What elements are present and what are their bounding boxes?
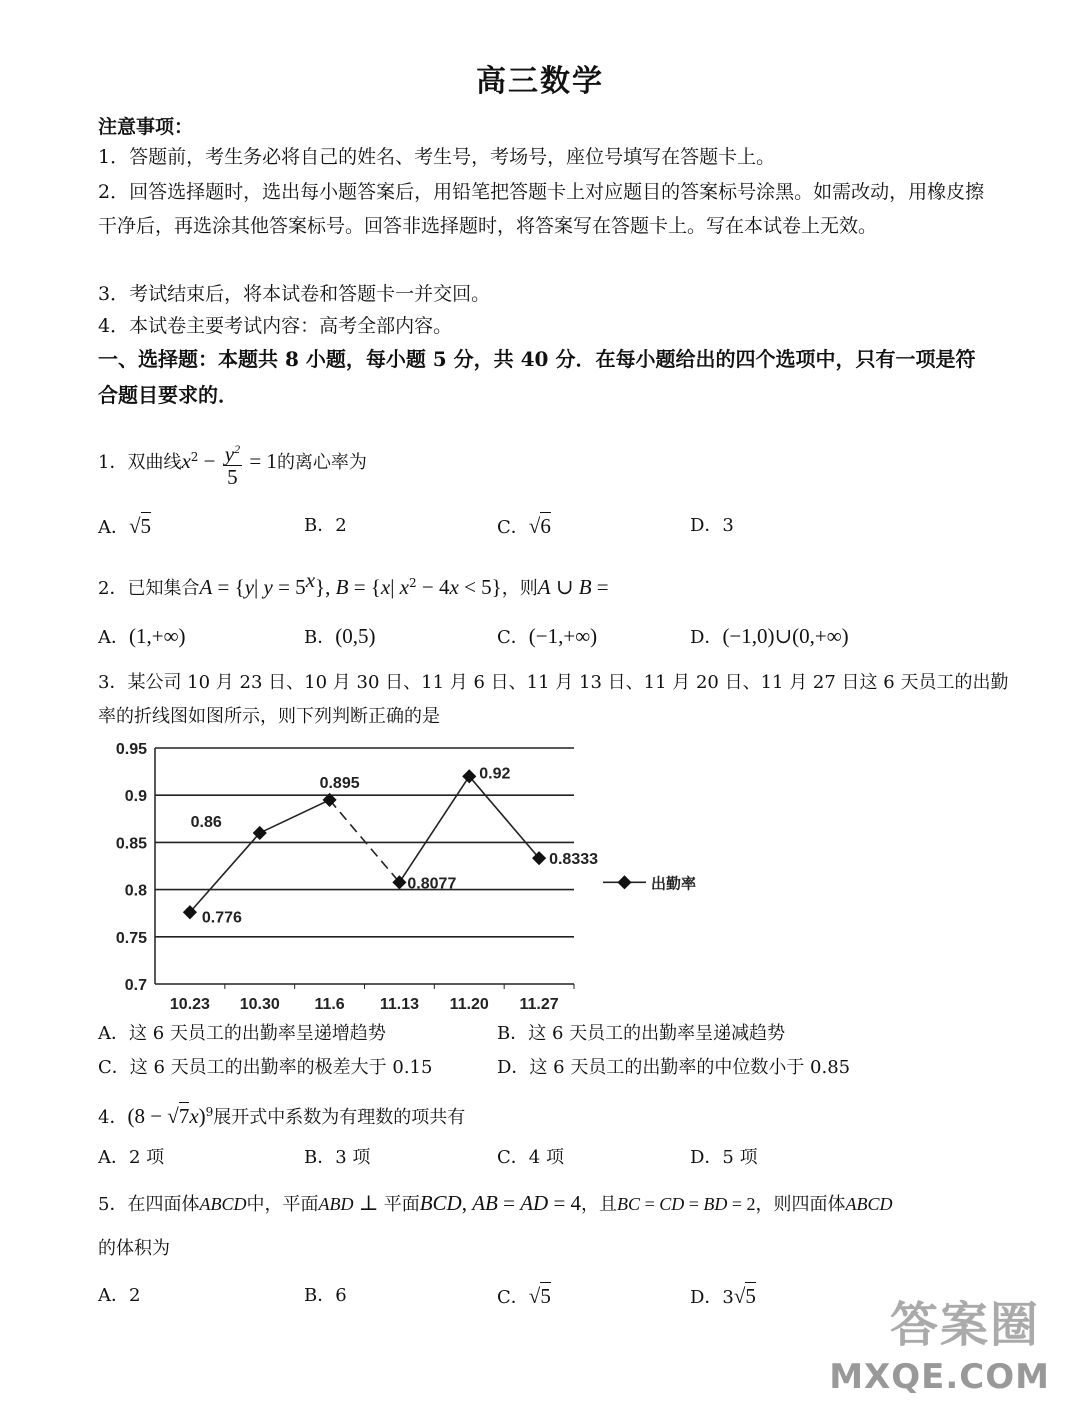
attendance-line-chart [98,736,718,1018]
y-tick-label-4: 0.9 [124,788,147,806]
q2-option-b: B．(0,5) [304,624,376,648]
q5-option-a: A．2 [98,1285,141,1306]
q4-option-b: B．3 项 [304,1147,371,1168]
q5-option-c: C．√5 [497,1284,551,1308]
note-item-1: 1．答题前，考生务必将自己的姓名、考生号，考场号，座位号填写在答题卡上。 [98,146,776,168]
series-segment-1 [260,800,330,833]
note-item-2: 2．回答选择题时，选出每小题答案后，用铅笔把答题卡上对应题目的答案标号涂黑。如需改动，用橡皮擦干净后，再选涂其他答案标号。回答非选择题时，将答案写在答题卡上。写在本试卷上无效。 [98,181,985,237]
y-tick-label-5: 0.95 [115,741,147,758]
q3-option-b: B．这 6 天员工的出勤率呈递减趋势 [497,1023,786,1044]
q5-option-b: B．6 [304,1285,347,1306]
q1-option-c: C．√6 [497,514,551,538]
y-tick-label-1: 0.75 [115,929,147,947]
question-2: 2．已知集合A = {y| $y = 5^x$}, B = {x| $x^2 - 4x < 5$}，则A ∪ B = [98,568,609,599]
y-tick-label-2: 0.8 [124,882,147,900]
q2-option-d: D．(−1,0)∪(0,+∞) [690,624,849,648]
q1-option-b: B．2 [304,515,347,536]
q4-option-a: A．2 项 [98,1147,165,1168]
legend-marker [617,875,631,889]
question-5-line-1: 5．在四面体ABCD中，平面ABD ⊥ 平面BCD, AB = AD = 4，且BC = CD = BD = 2，则四面体ABCD [98,1191,893,1215]
question-1: 1．双曲线$x^2$ − $\frac{y^2}{5}$ = 1的离心率为 [98,438,367,488]
x-tick-label-2: 11.6 [314,996,345,1013]
question-3-line-1: 3．某公司 10 月 23 日、10 月 30 日、11 月 6 日、11 月 13 日、11 月 20 日、11 月 27 日这 6 天员工的出勤 [98,672,1009,693]
y-tick-label-0: 0.7 [124,977,147,994]
legend-label: 出勤率 [651,875,697,893]
data-label-0: 0.776 [201,909,242,927]
question-5-line-2: 的体积为 [98,1238,170,1259]
note-item-3: 3．考试结束后，将本试卷和答题卡一并交回。 [98,283,491,305]
series-segment-0 [190,833,260,912]
question-4: 4．$(8 - √7x)^9$展开式中系数为有理数的项共有 [98,1104,466,1128]
q1-option-d: D．3 [690,515,734,536]
data-label-4: 0.92 [479,765,511,783]
q4-option-d: D．5 项 [690,1147,758,1168]
x-tick-label-1: 10.30 [239,996,280,1013]
x-tick-label-3: 11.13 [379,996,419,1013]
data-label-5: 0.8333 [549,851,599,869]
q3-option-a: A．这 6 天员工的出勤率呈递增趋势 [98,1023,386,1044]
watermark-logo: 答案圈 [889,1297,1040,1353]
q2-option-c: C．(−1,+∞) [497,624,598,648]
series-segment-2 [330,800,400,882]
series-segment-4 [469,776,539,858]
series-segment-3 [399,776,469,882]
section-heading: 一、选择题：本题共 8 小题，每小题 5 分，共 40 分．在每小题给出的四个选项中，只有一项是符合题目要求的． [98,347,976,407]
y-tick-label-3: 0.85 [115,835,147,853]
page-title: 高三数学 [476,64,604,99]
x-tick-label-0: 10.23 [169,996,210,1013]
q5-option-d: D．3√5 [690,1284,756,1308]
data-label-2: 0.895 [319,774,360,792]
data-label-3: 0.8077 [407,875,457,893]
q1-suffix: 的离心率为 [276,452,367,473]
data-label-1: 0.86 [190,813,222,831]
q3-option-d: D．这 6 天员工的出勤率的中位数小于 0.85 [497,1057,851,1078]
q3-option-c: C．这 6 天员工的出勤率的极差大于 0.15 [98,1057,433,1078]
x-tick-label-5: 11.27 [519,996,559,1013]
watermark-url: MXQE.COM [829,1357,1050,1397]
note-item-4: 4．本试卷主要考试内容：高考全部内容。 [98,315,453,337]
q1-prefix: 1．双曲线 [98,452,182,473]
question-3-line-2: 率的折线图如图所示，则下列判断正确的是 [98,706,440,727]
notes-heading: 注意事项： [98,116,194,138]
q2-option-a: A．(1,+∞) [98,624,186,648]
q1-option-a: A．√5 [98,514,152,538]
q4-option-c: C．4 项 [497,1147,564,1168]
x-tick-label-4: 11.20 [449,996,489,1013]
